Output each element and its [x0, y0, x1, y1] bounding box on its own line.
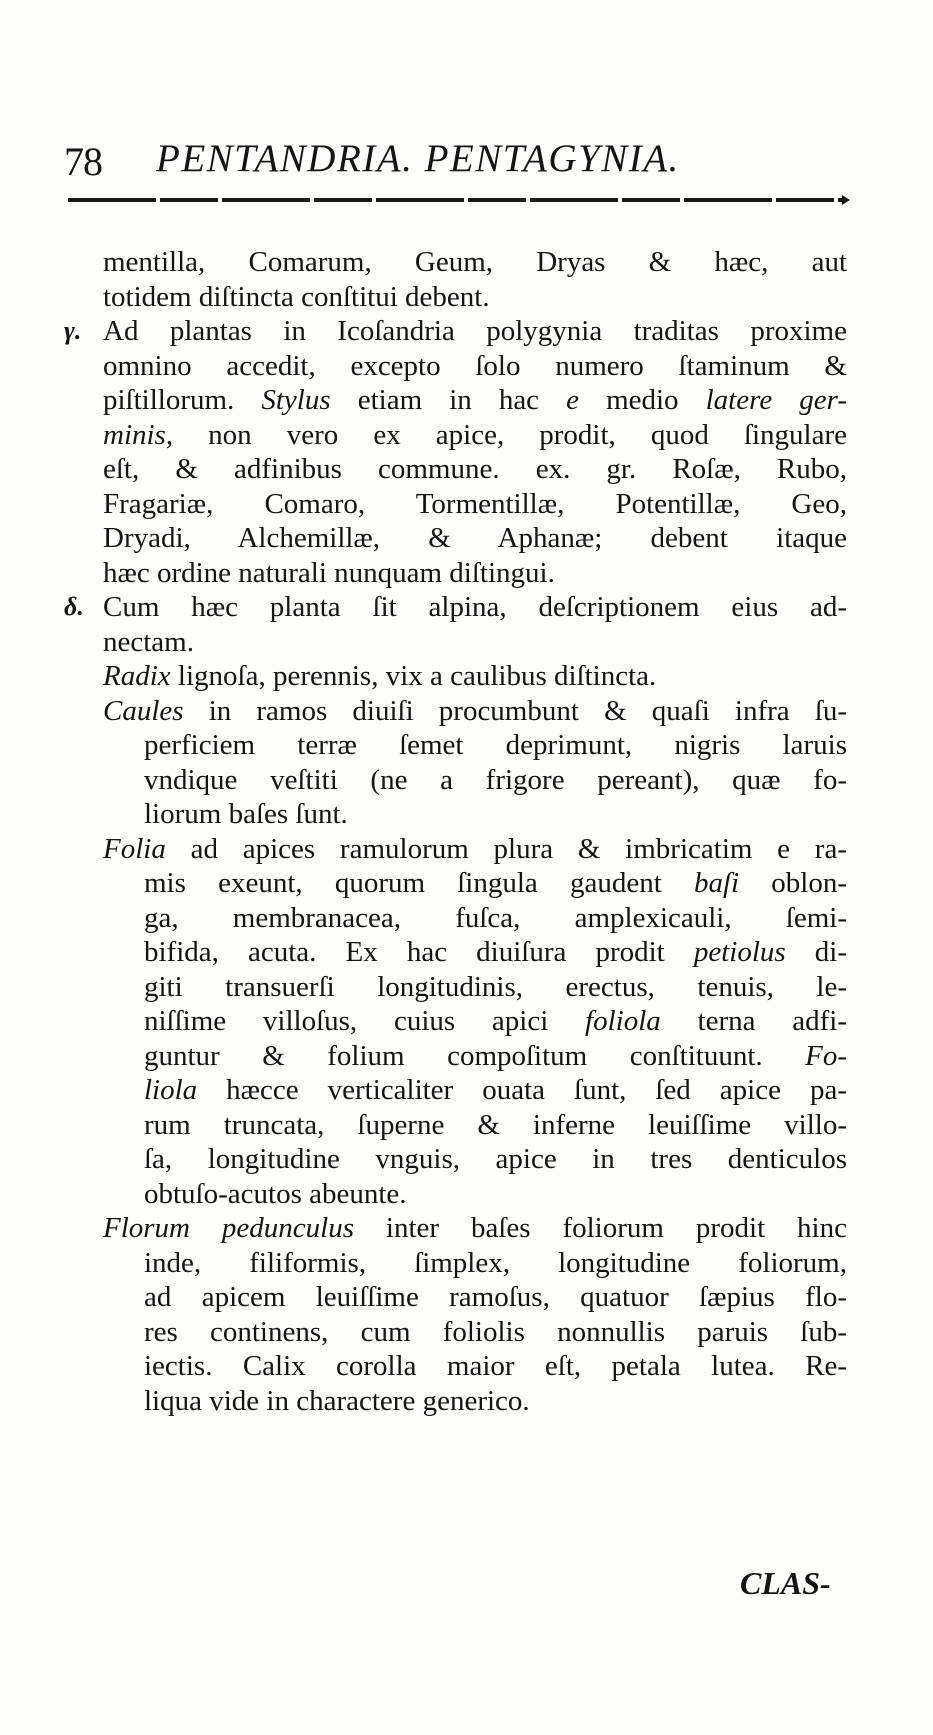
text-line	[144, 1073, 847, 1107]
italic-term: e	[566, 384, 579, 416]
text-run: iectis. Calix corolla maior eſt, petala lutea. Re-	[144, 1350, 847, 1382]
running-title: PENTANDRIA. PENTAGYNIA.	[156, 137, 680, 180]
text-run: omnino accedit, excepto ſolo numero ſtaminum &	[103, 349, 847, 382]
text-line	[103, 521, 847, 555]
text-line	[103, 832, 847, 866]
text-line	[103, 314, 847, 348]
text-line	[144, 1349, 847, 1383]
italic-term: latere ger-	[705, 384, 847, 416]
italic-term: Florum pedunculus	[103, 1212, 354, 1244]
text-run: mis exeunt, quorum ſingula gaudent	[144, 867, 694, 899]
text-run: Dryadi, Alchemillæ, & Aphanæ; debent itaque	[103, 522, 847, 554]
text-line	[144, 1108, 847, 1142]
text-run: medio	[579, 384, 706, 416]
text-run: in ramos diuiſi procumbunt & quaſi infra ſu-	[183, 694, 847, 727]
text-run: nectam.	[103, 625, 194, 658]
text-run: Fragariæ, Comaro, Tormentillæ, Potentillæ, Geo,	[103, 487, 847, 520]
text-run: hæcce verticaliter ouata ſunt, ſed apice pa-	[197, 1074, 847, 1106]
text-run: rum truncata, ſuperne & inferne leuiſſime villo-	[144, 1108, 847, 1141]
text-line	[103, 245, 847, 279]
text-line	[144, 1177, 847, 1211]
text-line	[103, 280, 847, 314]
text-line	[103, 1211, 847, 1245]
text-line	[103, 625, 847, 659]
text-line	[144, 1246, 847, 1280]
text-line	[144, 901, 847, 935]
italic-term: petiolus	[693, 936, 786, 968]
text-run: , non vero ex apice, prodit, quod ſingulare	[165, 418, 847, 451]
text-line	[144, 1039, 847, 1073]
text-line	[144, 797, 847, 831]
italic-term: Stylus	[261, 384, 331, 416]
text-run: vndique veſtiti (ne a frigore pereant), quæ fo-	[144, 763, 847, 796]
text-line	[144, 1004, 847, 1038]
text-run: ga, membranacea, fuſca, amplexicauli, ſemi-	[144, 901, 847, 934]
text-run: Cum hæc planta ſit alpina, deſcriptionem eius ad-	[103, 591, 847, 623]
text-run: bifida, acuta. Ex hac diuiſura prodit	[144, 936, 694, 968]
text-line	[103, 659, 847, 693]
text-run: guntur & folium compoſitum conſtituunt.	[144, 1039, 806, 1072]
text-run: perficiem terræ ſemet deprimunt, nigris laruis	[144, 729, 847, 761]
paragraph-marker: γ.	[64, 316, 82, 345]
text-run: hæc ordine naturali nunquam diſtingui.	[103, 556, 555, 589]
text-line	[144, 1315, 847, 1349]
text-line	[144, 1280, 847, 1314]
text-line	[144, 866, 847, 900]
page-number: 78	[64, 139, 102, 184]
text-run: inde, filiformis, ſimplex, longitudine foliorum,	[144, 1246, 847, 1279]
text-line	[103, 556, 847, 590]
text-run: res continens, cum foliolis nonnullis paruis ſub-	[144, 1315, 847, 1348]
text-run: ſa, longitudine vnguis, apice in tres denticulos	[144, 1143, 847, 1175]
text-line	[103, 349, 847, 383]
text-run: niſſime villoſus, cuius apici	[144, 1005, 586, 1037]
text-run: ad apicem leuiſſime ramoſus, quatuor ſæpius flo-	[144, 1281, 847, 1313]
text-line	[144, 1384, 847, 1418]
text-line	[144, 935, 847, 969]
italic-term: liola	[144, 1074, 198, 1106]
italic-term: baſi	[693, 867, 740, 899]
italic-term: minis	[103, 418, 166, 451]
text-run: oblon-	[739, 867, 847, 899]
text-line	[144, 728, 847, 762]
text-run: mentilla, Comarum, Geum, Dryas & hæc, aut	[103, 246, 847, 278]
italic-term: foliola	[585, 1005, 661, 1037]
text-run: ad apices ramulorum plura & imbricatim e ra-	[165, 832, 847, 865]
text-line	[144, 970, 847, 1004]
text-run: giti transuerſi longitudinis, erectus, tenuis, le-	[144, 970, 847, 1003]
text-run: eſt, & adfinibus commune. ex. gr. Roſæ, Rubo,	[103, 453, 847, 485]
text-run: liorum baſes ſunt.	[144, 798, 348, 830]
text-run: terna adfi-	[660, 1005, 848, 1037]
text-line	[103, 452, 847, 486]
text-line	[103, 383, 847, 417]
italic-term: Radix	[103, 660, 171, 692]
text-run: Ad plantas in Icoſandria polygynia traditas proxime	[103, 315, 847, 347]
text-run: etiam in hac	[330, 384, 567, 416]
text-run: di-	[785, 936, 848, 968]
header-rule	[68, 198, 844, 202]
text-run: piſtillorum.	[103, 384, 262, 416]
text-run: obtuſo-acutos abeunte.	[144, 1177, 407, 1210]
paragraph-marker: δ.	[64, 592, 84, 621]
catchword: CLAS-	[740, 1565, 831, 1601]
text-line	[103, 590, 847, 624]
text-run: liqua vide in charactere generico.	[144, 1384, 530, 1417]
italic-term: Folia	[103, 832, 166, 865]
text-run: inter baſes foliorum prodit hinc	[354, 1212, 847, 1244]
italic-term: Caules	[103, 694, 184, 727]
text-line	[144, 1142, 847, 1176]
italic-term: Fo-	[805, 1039, 847, 1072]
text-run: lignoſa, perennis, vix a caulibus diſtincta.	[170, 660, 657, 692]
text-line	[103, 418, 847, 452]
text-line	[103, 487, 847, 521]
text-line	[103, 694, 847, 728]
text-run: totidem diſtincta conſtitui debent.	[103, 280, 490, 313]
text-line	[144, 763, 847, 797]
